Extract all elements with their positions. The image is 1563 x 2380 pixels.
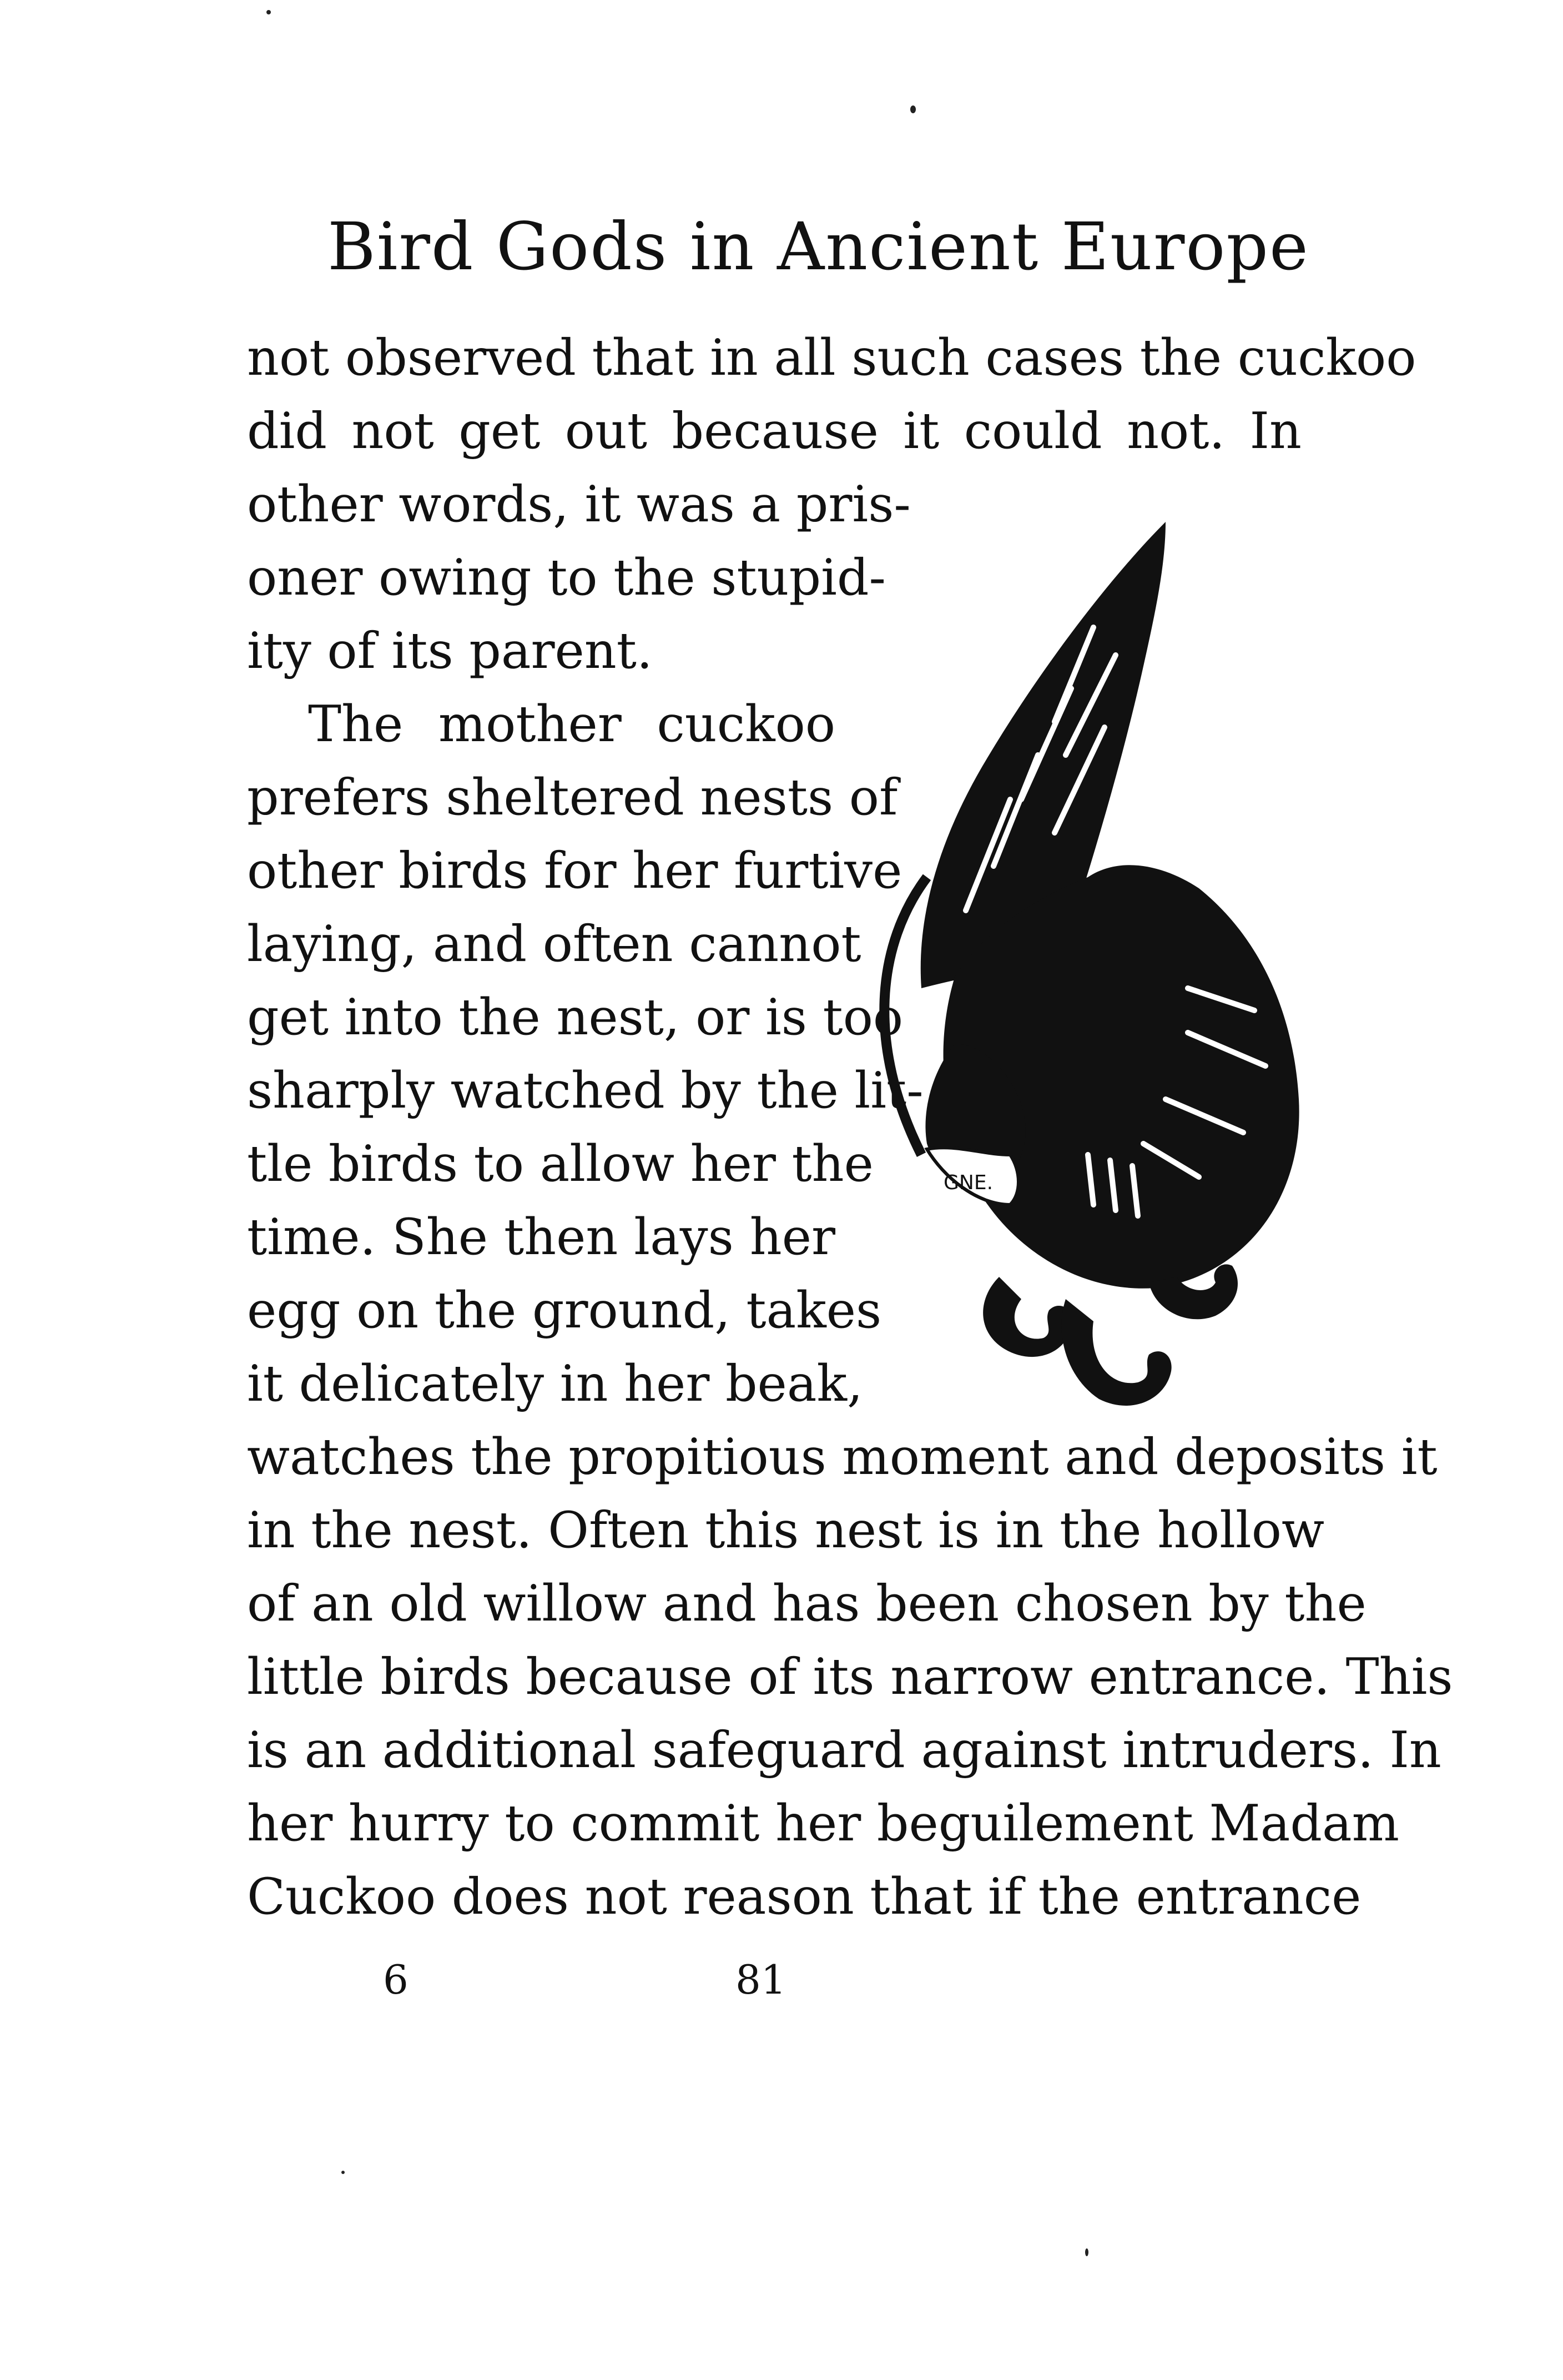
text-line: Cuckoo does not reason that if the entrance — [247, 1868, 1362, 1926]
text-line: time. She then lays her — [247, 1208, 835, 1266]
cuckoo-illustration — [855, 489, 1321, 1421]
text-line: her hurry to commit her beguilement Madam — [247, 1794, 1399, 1853]
text-line: prefers sheltered nests of — [247, 768, 898, 827]
paper-speck — [910, 105, 916, 113]
page-number: 81 — [735, 1956, 786, 2003]
text-line: of an old willow and has been chosen by the — [247, 1574, 1367, 1633]
text-line: laying, and often cannot — [247, 915, 861, 973]
text-line: egg on the ground, takes — [247, 1281, 882, 1340]
paper-speck — [1085, 2248, 1088, 2256]
text-line: oner owing to the stupid- — [247, 549, 886, 607]
text-line: ity of its parent. — [247, 622, 653, 680]
text-line: other words, it was a pris- — [247, 475, 911, 534]
text-line: other birds for her furtive — [247, 842, 902, 900]
text-line: watches the propitious moment and deposits it — [247, 1428, 1438, 1486]
paper-speck — [266, 10, 271, 14]
text-line: get into the nest, or is too — [247, 988, 904, 1046]
running-head: Bird Gods in Ancient Europe — [327, 208, 1309, 285]
signature-mark: 6 — [383, 1956, 409, 2003]
text-line: sharply watched by the lit- — [247, 1061, 924, 1120]
text-line: not observed that in all such cases the cuckoo — [247, 329, 1416, 387]
text-line: The mother cuckoo — [308, 695, 835, 753]
illustration-monogram: GNE. — [944, 1171, 994, 1194]
text-line: it delicately in her beak, — [247, 1355, 863, 1413]
text-line: did not get out because it could not. In — [247, 402, 1302, 460]
text-line: little birds because of its narrow entrance. This — [247, 1648, 1453, 1706]
paper-speck — [341, 2171, 345, 2174]
text-line: is an additional safeguard against intruders. In — [247, 1721, 1441, 1779]
text-line: tle birds to allow her the — [247, 1135, 874, 1193]
text-line: in the nest. Often this nest is in the hollow — [247, 1501, 1325, 1559]
